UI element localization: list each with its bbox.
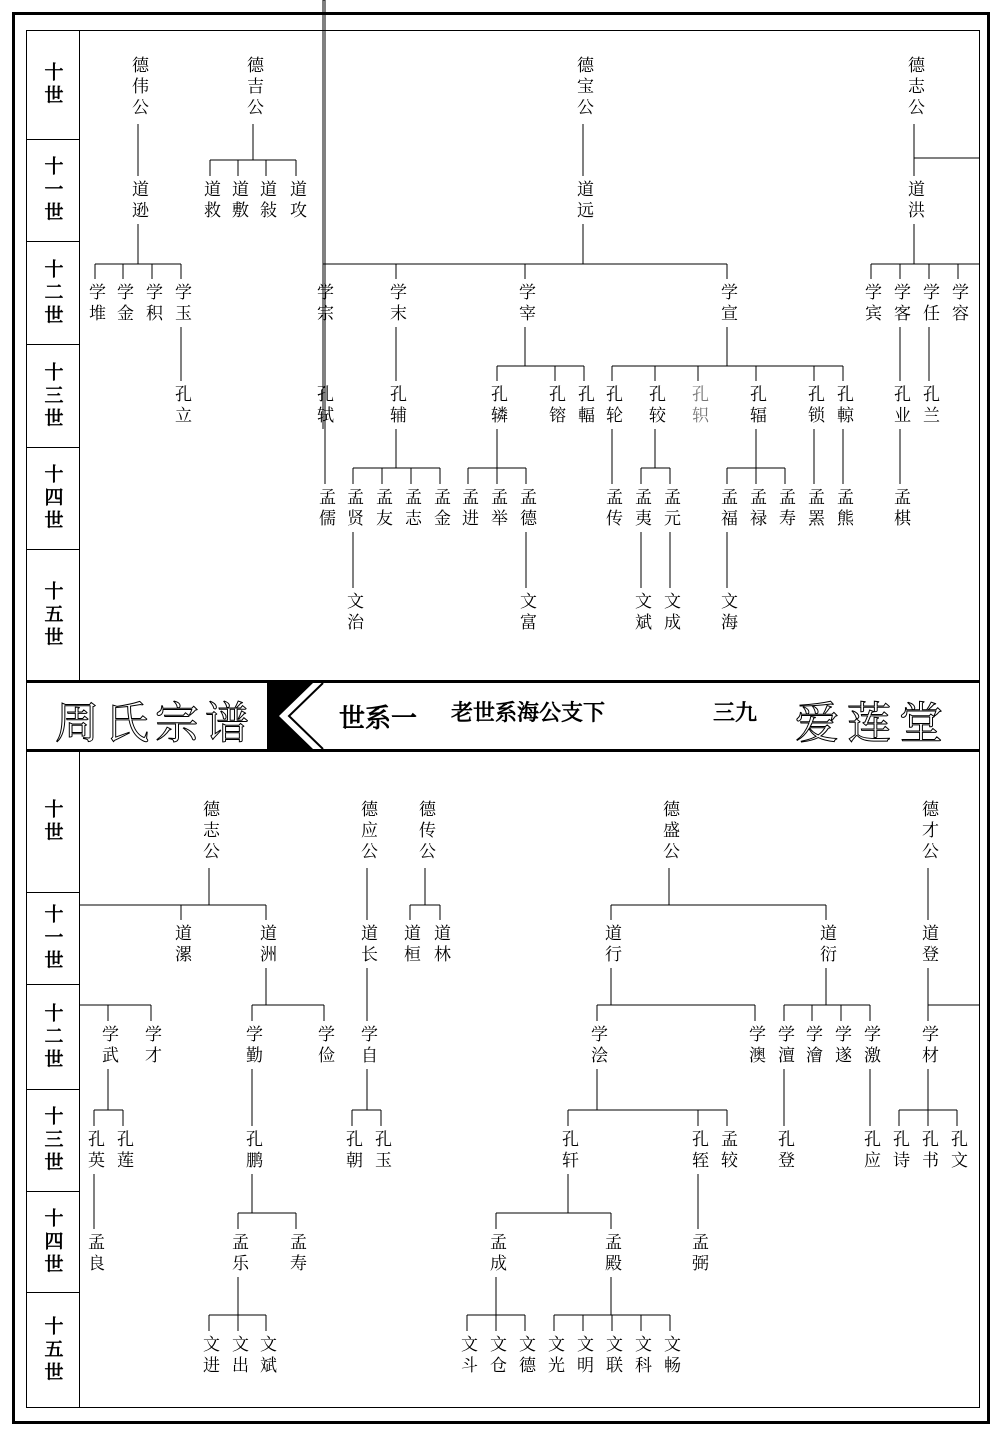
person-t-mengju: 孟举 (487, 488, 507, 530)
person-t-xuedui: 学堆 (85, 283, 105, 325)
person-b-wenchang: 文畅 (660, 1335, 680, 1377)
top-generation-label-15: 十五世 (41, 580, 64, 650)
person-t-konglan: 孔兰 (919, 385, 939, 427)
person-b-xuejiao: 学激 (860, 1025, 880, 1067)
top-generation-label-11: 十一世 (27, 140, 79, 242)
person-t-mengyi: 孟夷 (631, 488, 651, 530)
person-t-mengru: 孟儒 (315, 488, 335, 530)
person-b-daolin: 道林 (430, 924, 450, 966)
person-t-deji: 德吉公 (243, 56, 263, 119)
person-b-daoluo: 道漯 (171, 924, 191, 966)
person-t-daohong: 道洪 (904, 180, 924, 222)
person-t-wencheng: 文成 (660, 592, 680, 634)
person-t-kongfu: 孔辅 (386, 385, 406, 427)
person-t-wenhai: 文海 (717, 592, 737, 634)
person-b-kongshu: 孔书 (918, 1130, 938, 1172)
page-number: 三九 (713, 700, 758, 726)
person-t-mengxian: 孟贤 (343, 488, 363, 530)
person-t-konglun: 孔轮 (602, 385, 622, 427)
person-t-mengchuan: 孟传 (602, 488, 622, 530)
bottom-generation-label-10: 十世 (27, 752, 79, 893)
person-b-xuewu: 学武 (98, 1025, 118, 1067)
person-t-xuejin: 学金 (113, 283, 133, 325)
person-b-daoyan: 道衍 (816, 924, 836, 966)
person-b-mengcheng: 孟成 (486, 1233, 506, 1275)
person-t-xuemo: 学末 (386, 283, 406, 325)
person-b-mengzhou: 孟弼 (688, 1233, 708, 1275)
person-b-kongchao: 孔朝 (342, 1130, 362, 1172)
person-b-wenlian: 文联 (602, 1335, 622, 1377)
person-t-kongye: 孔业 (890, 385, 910, 427)
bottom-generation-label-13: 十三世 (27, 1090, 79, 1192)
person-b-wenke: 文科 (631, 1335, 651, 1377)
person-t-mengxiong: 孟熊 (833, 488, 853, 530)
person-t-xuezai: 学宰 (515, 283, 535, 325)
person-t-daoyuan: 道远 (573, 180, 593, 222)
person-t-mengshou: 孟寿 (775, 488, 795, 530)
top-generation-label-13: 十三世 (27, 345, 79, 448)
person-t-xuexuan: 学宣 (717, 283, 737, 325)
person-t-wenbin: 文斌 (631, 592, 651, 634)
person-t-xueren: 学任 (919, 283, 939, 325)
person-t-mengqi: 孟棋 (890, 488, 910, 530)
person-t-daoxun: 道逊 (128, 180, 148, 222)
person-t-mengzhi: 孟志 (401, 488, 421, 530)
person-b-mengshou: 孟寿 (286, 1233, 306, 1275)
person-t-kongshi: 孔轼 (313, 385, 333, 427)
person-b-xuecai2: 学材 (918, 1025, 938, 1067)
person-b-daoxing: 道行 (601, 924, 621, 966)
top-generation-label-12: 十二世 (27, 242, 79, 345)
person-b-decai: 德才公 (918, 800, 938, 863)
person-t-xueke: 学客 (890, 283, 910, 325)
person-b-dechuan: 德传公 (415, 800, 435, 863)
person-t-dewei: 德伟公 (128, 56, 148, 119)
person-b-xuesui: 学遂 (831, 1025, 851, 1067)
person-t-kongjiao: 孔较 (645, 385, 665, 427)
person-b-kongxuan: 孔轩 (558, 1130, 578, 1172)
person-t-mengpi: 孟罴 (804, 488, 824, 530)
person-t-daofu: 道敷 (228, 180, 248, 222)
person-b-kongyu: 孔玉 (371, 1130, 391, 1172)
person-t-konglin: 孔辚 (487, 385, 507, 427)
person-t-mengyou: 孟友 (372, 488, 392, 530)
person-t-xuezong: 学宗 (313, 283, 333, 325)
book-title: 周氏宗谱 (55, 698, 255, 749)
person-t-daogong: 道攻 (286, 180, 306, 222)
hall-name: 爱莲堂 (795, 698, 951, 749)
person-b-wenguang: 文光 (544, 1335, 564, 1377)
person-t-xuebin: 学宾 (861, 283, 881, 325)
person-b-mengjiao: 孟较 (717, 1130, 737, 1172)
person-b-daochang: 道长 (357, 924, 377, 966)
person-t-kongzhi: 孔轵 (688, 385, 708, 427)
person-b-xuekuai: 学浍 (587, 1025, 607, 1067)
person-b-daoheng: 道桓 (400, 924, 420, 966)
person-b-xueqin: 学勤 (242, 1025, 262, 1067)
person-b-xueqi: 学澮 (802, 1025, 822, 1067)
person-b-wende: 文德 (515, 1335, 535, 1377)
top-generation-label-10: 十世 (27, 30, 79, 140)
person-b-mengle: 孟乐 (228, 1233, 248, 1275)
person-b-kongpeng: 孔鹏 (242, 1130, 262, 1172)
branch-label: 老世系海公支下 (451, 700, 606, 726)
person-b-xuecai: 学才 (141, 1025, 161, 1067)
person-t-kongrong: 孔镕 (545, 385, 565, 427)
person-t-mengjin: 孟金 (430, 488, 450, 530)
bottom-generation-label-11: 十一世 (27, 893, 79, 985)
bottom-generation-label-12: 十二世 (27, 985, 79, 1090)
person-b-kongzhi: 孔轾 (688, 1130, 708, 1172)
person-b-dezhi: 德志公 (199, 800, 219, 863)
person-b-xuezi: 学自 (357, 1025, 377, 1067)
person-b-wenbin: 文斌 (256, 1335, 276, 1377)
person-b-wenming: 文明 (573, 1335, 593, 1377)
top-generation-label-14: 十四世 (27, 448, 79, 550)
person-b-xuejian: 学俭 (314, 1025, 334, 1067)
person-b-wenjin: 文进 (199, 1335, 219, 1377)
person-b-konglian: 孔莲 (113, 1130, 133, 1172)
person-b-kongwen: 孔文 (947, 1130, 967, 1172)
person-t-wenfu: 文富 (516, 592, 536, 634)
person-t-kongfu3: 孔辐 (746, 385, 766, 427)
person-b-wendou: 文斗 (457, 1335, 477, 1377)
person-b-mengdian: 孟殿 (601, 1233, 621, 1275)
person-t-daoxu: 道敍 (256, 180, 276, 222)
bottom-generation-label-14: 十四世 (27, 1192, 79, 1293)
person-b-xueshan: 学澶 (774, 1025, 794, 1067)
person-t-wenzhi: 文治 (343, 592, 363, 634)
person-t-kongsuo: 孔锁 (804, 385, 824, 427)
person-t-mengde: 孟德 (516, 488, 536, 530)
person-t-mengyuan: 孟元 (660, 488, 680, 530)
person-b-kongying: 孔英 (84, 1130, 104, 1172)
person-b-daozhou: 道洲 (256, 924, 276, 966)
person-b-kongshi: 孔诗 (889, 1130, 909, 1172)
person-b-daodeng: 道登 (918, 924, 938, 966)
person-t-kongli: 孔立 (171, 385, 191, 427)
person-t-mengfu: 孟福 (717, 488, 737, 530)
person-t-kongliang: 孔輬 (833, 385, 853, 427)
person-t-daojiu: 道救 (200, 180, 220, 222)
person-b-kongying2: 孔应 (860, 1130, 880, 1172)
person-t-debao: 德宝公 (573, 56, 593, 119)
person-t-dezhi: 德志公 (904, 56, 924, 119)
person-b-wenchu: 文出 (228, 1335, 248, 1377)
person-b-xueao: 学澳 (745, 1025, 765, 1067)
person-t-menglu: 孟禄 (746, 488, 766, 530)
person-b-kongdeng: 孔登 (774, 1130, 794, 1172)
person-t-kongfu2: 孔輻 (574, 385, 594, 427)
person-b-mengliang: 孟良 (84, 1233, 104, 1275)
person-b-wencang: 文仓 (486, 1335, 506, 1377)
person-b-desheng: 德盛公 (659, 800, 679, 863)
person-t-xueyu: 学玉 (171, 283, 191, 325)
person-t-xuerong: 学容 (948, 283, 968, 325)
section-label: 世系一 (339, 704, 418, 734)
bottom-generation-label-15: 十五世 (41, 1316, 64, 1385)
person-b-deying: 德应公 (357, 800, 377, 863)
person-t-mengjinr: 孟进 (458, 488, 478, 530)
person-t-xueji: 学积 (142, 283, 162, 325)
